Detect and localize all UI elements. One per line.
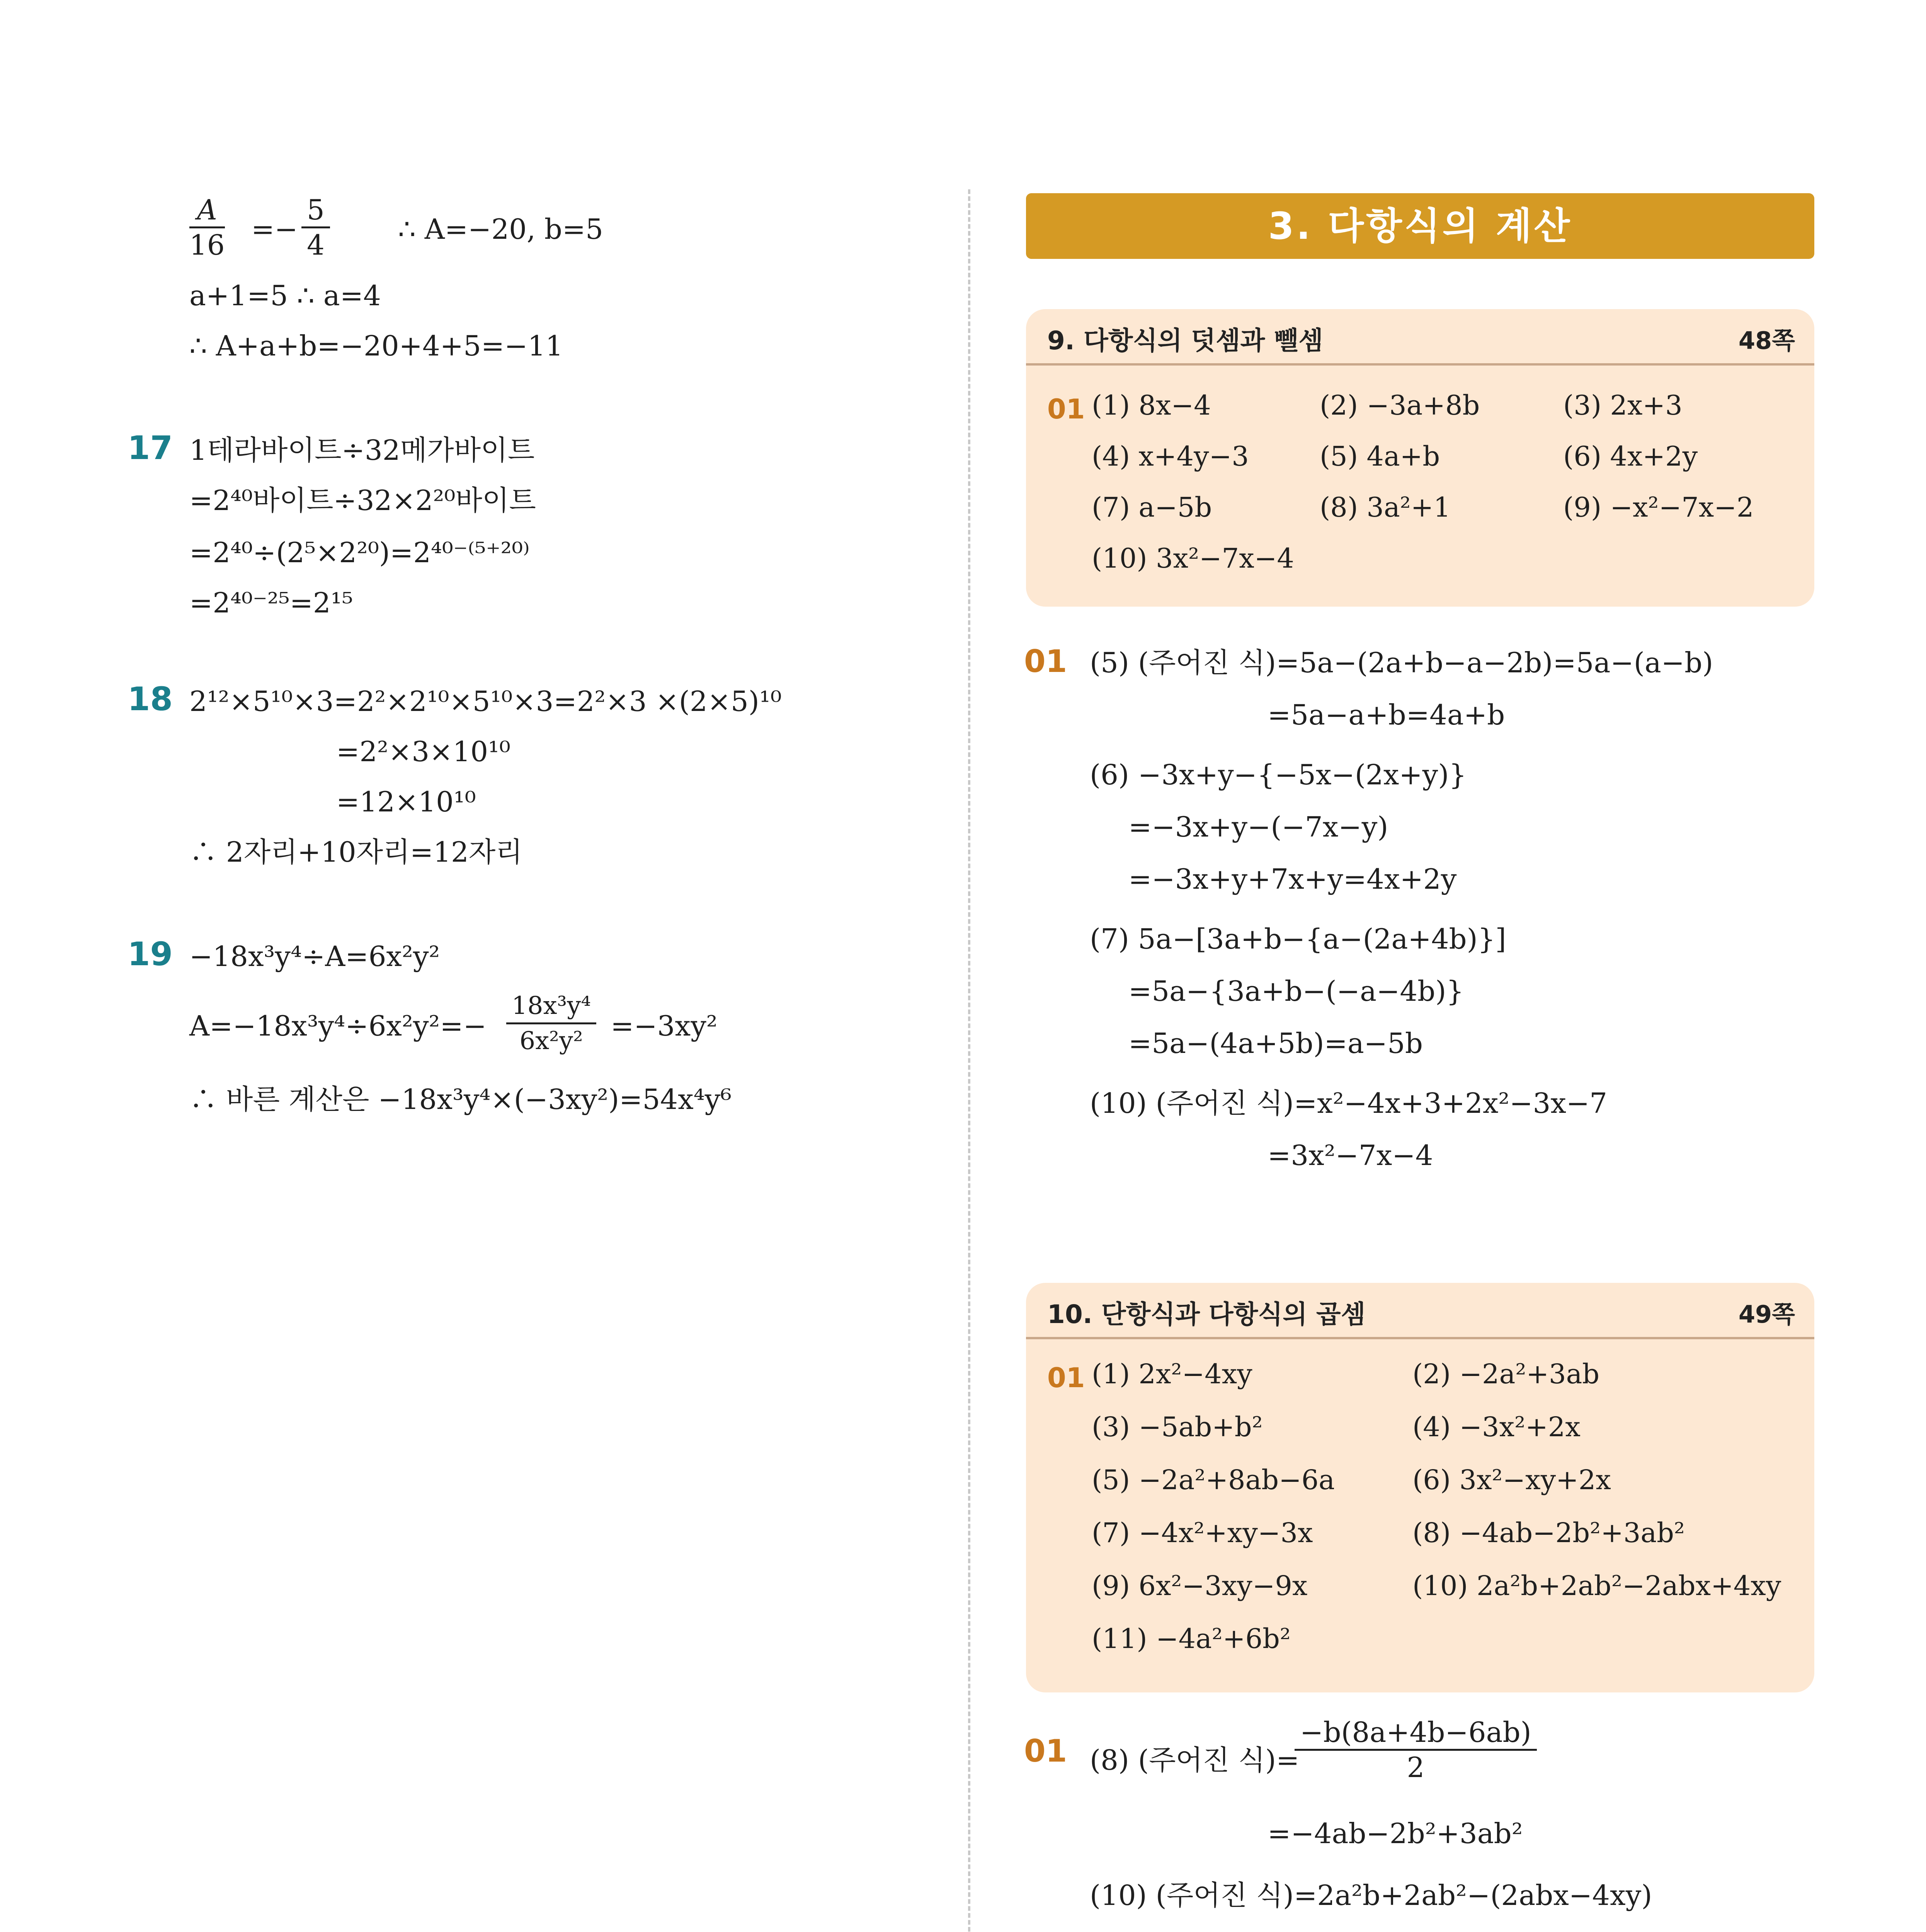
answer-3: (3) 2x+3 [1563,389,1683,421]
answer-10: (10) 3x²−7x−4 [1092,543,1294,574]
answer-7: (7) a−5b [1092,492,1212,523]
answer-7: (7) −4x²+xy−3x [1092,1517,1313,1549]
answer-10: (10) 2a²b+2ab²−2abx+4xy [1412,1570,1781,1602]
p18-line-4: ∴ 2자리+10자리=12자리 [189,836,522,868]
answer-box-10 [1026,1283,1814,1692]
box-title: 10. 단항식과 다항식의 곱셈 [1047,1299,1366,1329]
answer-2: (2) −3a+8b [1320,389,1480,421]
sol9-line-8: =5a−(4a+5b)=a−5b [1128,1027,1423,1060]
answer-3: (3) −5ab+b² [1092,1411,1263,1443]
p19-line-2-suffix: =−3xy² [611,1010,718,1042]
problem-number-19: 19 [128,935,173,973]
solution-question-number: 01 [1024,1733,1067,1769]
answer-5: (5) 4a+b [1320,440,1440,472]
answer-4: (4) x+4y−3 [1092,440,1249,472]
solution-question-number: 01 [1024,643,1067,679]
fraction-denominator: 6x²y² [519,1027,583,1055]
answer-8: (8) 3a²+1 [1320,492,1451,523]
sol9-line-6: (7) 5a−[3a+b−{a−(2a+4b)}] [1090,923,1506,955]
p19-line-2-prefix: A=−18x³y⁴÷6x²y²=− [189,1010,487,1042]
sol10-line-1-prefix: (8) (주어진 식)= [1090,1744,1300,1776]
p19-line-1: −18x³y⁴÷A=6x²y² [189,940,440,973]
answer-box-9 [1026,309,1814,607]
sol9-line-9: (10) (주어진 식)=x²−4x+3+2x²−3x−7 [1090,1087,1608,1119]
box-header [1026,1283,1814,1339]
box-page-ref: 48쪽 [1738,327,1795,355]
sol9-line-7: =5a−{3a+b−(−a−4b)} [1128,975,1464,1007]
fraction-numerator: A [189,193,225,228]
intro-equals: =− [251,213,298,245]
sol9-line-4: =−3x+y−(−7x−y) [1128,811,1388,843]
box-page-ref: 49쪽 [1738,1300,1795,1328]
p18-line-3: =12×10¹⁰ [336,786,476,818]
intro-line-2: a+1=5 ∴ a=4 [189,279,381,312]
answer-9: (9) 6x²−3xy−9x [1092,1570,1308,1602]
fraction-numerator: −b(8a+4b−6ab) [1295,1716,1537,1751]
column-divider [968,189,970,1932]
sol9-line-10: =3x²−7x−4 [1268,1139,1433,1172]
fraction-numerator: 5 [301,193,330,228]
problem-number-17: 17 [128,429,173,467]
p18-line-1: 2¹²×5¹⁰×3=2²×2¹⁰×5¹⁰×3=2²×3 ×(2×5)¹⁰ [189,685,782,718]
p17-line-4: =2⁴⁰⁻²⁵=2¹⁵ [189,587,353,619]
answer-9: (9) −x²−7x−2 [1563,492,1754,523]
box-header [1026,309,1814,366]
sol10-line-3: (10) (주어진 식)=2a²b+2ab²−(2abx−4xy) [1090,1879,1652,1912]
question-number: 01 [1047,393,1085,425]
fraction-denominator: 2 [1407,1751,1425,1784]
chapter-title: 3. 다항식의 계산 [1026,193,1814,259]
answer-6: (6) 3x²−xy+2x [1412,1464,1611,1496]
answer-4: (4) −3x²+2x [1412,1411,1581,1443]
intro-line-3: ∴ A+a+b=−20+4+5=−11 [189,330,563,362]
answer-2: (2) −2a²+3ab [1412,1358,1600,1390]
p17-line-3: =2⁴⁰÷(2⁵×2²⁰)=2⁴⁰⁻⁽⁵⁺²⁰⁾ [189,536,530,569]
sol9-line-2: =5a−a+b=4a+b [1268,699,1505,731]
answer-6: (6) 4x+2y [1563,440,1698,472]
intro-result-line: ∴ A=−20, b=5 [398,213,603,245]
box-title: 9. 다항식의 덧셈과 뺄셈 [1047,326,1323,355]
intro-fraction-a-over-16 [189,193,225,262]
sol9-line-1: (5) (주어진 식)=5a−(2a+b−a−2b)=5a−(a−b) [1090,646,1713,679]
fraction-denominator: 4 [307,229,325,261]
p19-fraction [506,989,596,1058]
p17-line-1: 1테라바이트÷32메가바이트 [189,434,535,466]
answer-1: (1) 2x²−4xy [1092,1358,1252,1390]
fraction-numerator: 18x³y⁴ [506,989,596,1024]
p19-line-3: ∴ 바른 계산은 −18x³y⁴×(−3xy²)=54x⁴y⁶ [189,1083,732,1116]
p17-line-2: =2⁴⁰바이트÷32×2²⁰바이트 [189,484,536,517]
answer-5: (5) −2a²+8ab−6a [1092,1464,1335,1496]
sol9-line-3: (6) −3x+y−{−5x−(2x+y)} [1090,759,1467,791]
sol10-fraction [1295,1716,1537,1784]
sol10-line-2: =−4ab−2b²+3ab² [1268,1817,1523,1850]
problem-number-18: 18 [128,680,173,718]
answer-1: (1) 8x−4 [1092,389,1211,421]
answer-8: (8) −4ab−2b²+3ab² [1412,1517,1685,1549]
question-number: 01 [1047,1362,1085,1394]
sol9-line-5: =−3x+y+7x+y=4x+2y [1128,863,1457,895]
answer-11: (11) −4a²+6b² [1092,1623,1291,1655]
fraction-denominator: 16 [189,229,225,261]
intro-fraction-5-over-4 [301,193,330,262]
p18-line-2: =2²×3×10¹⁰ [336,735,510,768]
